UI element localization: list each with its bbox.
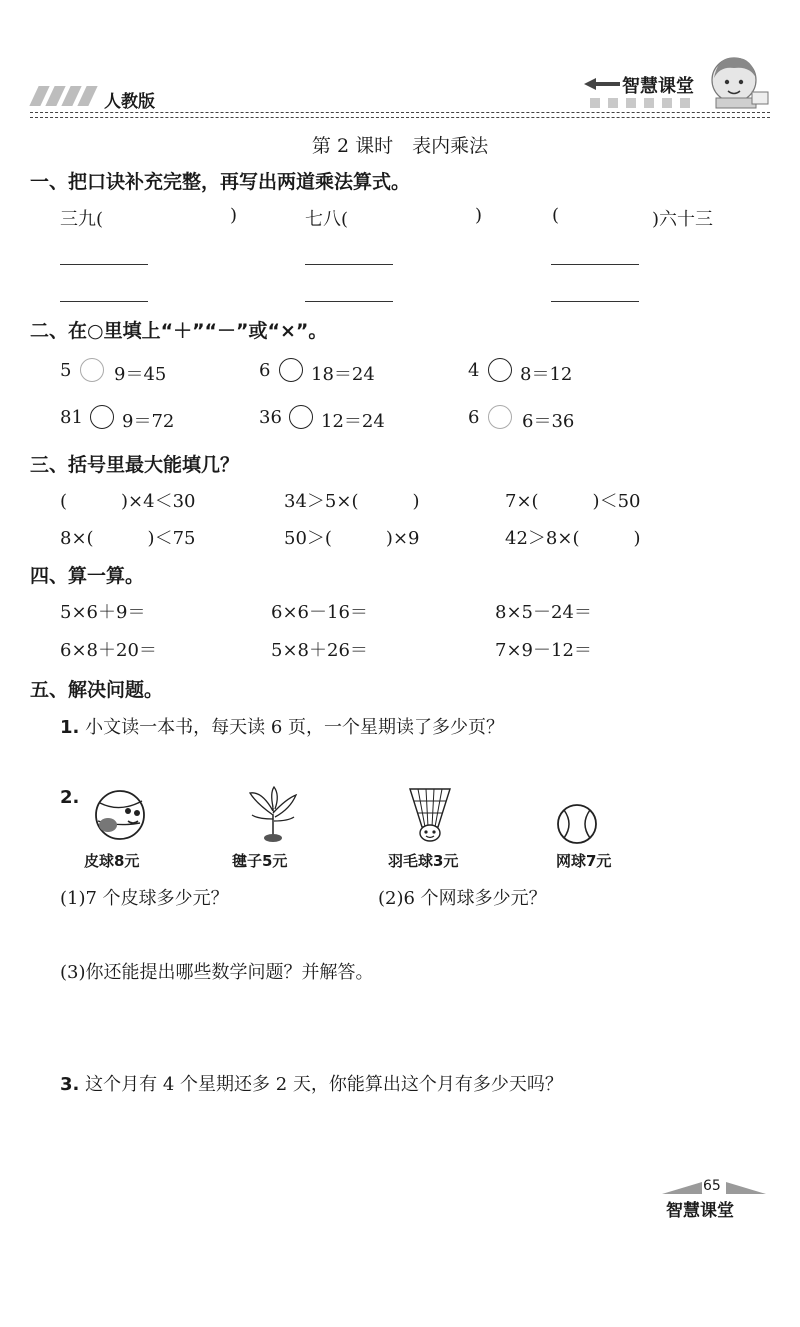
answer-line[interactable]: [60, 301, 148, 302]
header-square: [608, 98, 618, 108]
operand-a: 4: [468, 360, 480, 381]
header-square: [590, 98, 600, 108]
header-divider: [30, 117, 770, 118]
section-4-title: 四、算一算。: [30, 565, 145, 587]
edition-label: 人教版: [104, 92, 155, 112]
mnemonic-left-2: 七八(: [305, 209, 349, 230]
header-square: [626, 98, 636, 108]
operator-circle[interactable]: [90, 405, 114, 429]
question-text: 小文读一本书，每天读 6 页，一个星期读了多少页？: [79, 717, 504, 738]
header-square: [644, 98, 654, 108]
section-2-title: 二、在○里填上“＋”“－”或“×”。: [30, 320, 328, 342]
operator-circle[interactable]: [80, 358, 104, 382]
subquestion-1: (1)7 个皮球多少元？: [60, 888, 229, 909]
inequality: 8×( )＜75: [60, 528, 196, 549]
inequality: 42＞8×( ): [505, 528, 641, 549]
answer-line[interactable]: [305, 301, 393, 302]
price-label: 网球7元: [556, 852, 612, 870]
ball-icon: [92, 787, 152, 845]
inequality: ( )×4＜30: [60, 491, 196, 512]
question-number: 3.: [60, 1074, 80, 1095]
question-number: 2.: [60, 787, 80, 808]
price-label: 羽毛球3元: [388, 852, 459, 870]
calc-expression: 7×9－12＝: [495, 640, 592, 661]
operand-a: 81: [60, 407, 83, 428]
price-label: 毽子5元: [232, 852, 288, 870]
header-square: [680, 98, 690, 108]
arrow-left-icon: [582, 76, 622, 92]
section-1-title: 一、把口诀补充完整，再写出两道乘法算式。: [30, 171, 411, 193]
section-3-title: 三、括号里最大能填几？: [30, 454, 240, 476]
question-2-number: [60, 787, 79, 808]
operator-circle[interactable]: [488, 358, 512, 382]
header-square: [662, 98, 672, 108]
operand-b: 9＝72: [122, 411, 175, 432]
page-number: 65: [703, 1178, 721, 1194]
operand-a: 36: [259, 407, 282, 428]
answer-line[interactable]: [60, 264, 148, 265]
mnemonic-right-2: ): [475, 205, 483, 226]
inequality: 34＞5×( ): [284, 491, 420, 512]
shuttlecock-feather-icon: [244, 785, 302, 847]
header-stripe: [77, 86, 97, 106]
operand-b: 6＝36: [522, 411, 575, 432]
operand-b: 18＝24: [311, 364, 375, 385]
footer-brand: 智慧课堂: [666, 1201, 734, 1221]
calc-expression: 6×8＋20＝: [60, 640, 157, 661]
inequality: 7×( )＜50: [505, 491, 641, 512]
operator-circle[interactable]: [289, 405, 313, 429]
operand-b: 8＝12: [520, 364, 573, 385]
operator-circle[interactable]: [279, 358, 303, 382]
subquestion-2: (2)6 个网球多少元？: [378, 888, 547, 909]
lesson-title: 第 2 课时 表内乘法: [311, 135, 489, 157]
mnemonic-left-1: 三九(: [60, 209, 104, 230]
mnemonic-right-3: )六十三: [652, 209, 714, 230]
question-1: [60, 713, 504, 739]
operand-a: 6: [468, 407, 480, 428]
price-label: 皮球8元: [84, 852, 140, 870]
mnemonic-left-3: (: [552, 205, 560, 226]
calc-expression: 5×8＋26＝: [271, 640, 368, 661]
calc-expression: 5×6＋9＝: [60, 602, 146, 623]
answer-line[interactable]: [551, 264, 639, 265]
girl-reading-icon: [704, 52, 770, 112]
subquestion-3: (3)你还能提出哪些数学问题？并解答。: [60, 962, 374, 983]
answer-line[interactable]: [551, 301, 639, 302]
section-5-title: 五、解决问题。: [30, 679, 164, 701]
calc-expression: 8×5－24＝: [495, 602, 592, 623]
operand-a: 6: [259, 360, 271, 381]
operand-b: 9＝45: [114, 364, 167, 385]
header-brand: 智慧课堂: [622, 76, 694, 97]
inequality: 50＞( )×9: [284, 528, 420, 549]
mnemonic-right-1: ): [230, 205, 238, 226]
operand-b: 12＝24: [321, 411, 385, 432]
operator-circle[interactable]: [488, 405, 512, 429]
badminton-icon: [404, 785, 456, 847]
header-divider: [30, 112, 770, 113]
question-text: 这个月有 4 个星期还多 2 天，你能算出这个月有多少天吗？: [79, 1074, 563, 1095]
tennis-ball-icon: [554, 801, 600, 847]
calc-expression: 6×6－16＝: [271, 602, 368, 623]
answer-line[interactable]: [305, 264, 393, 265]
question-3: [60, 1070, 563, 1096]
operand-a: 5: [60, 360, 72, 381]
question-number: 1.: [60, 717, 80, 738]
